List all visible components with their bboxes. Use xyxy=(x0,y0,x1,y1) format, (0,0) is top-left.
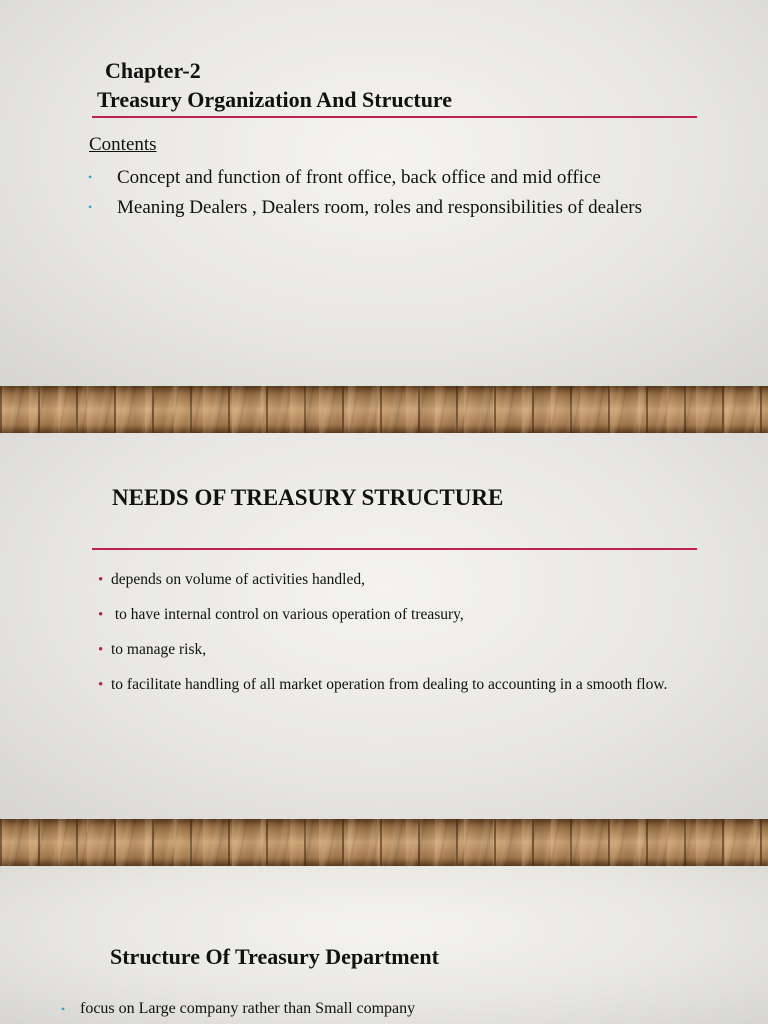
list-item: • Meaning Dealers , Dealers room, roles and responsibilities of dealers xyxy=(88,194,648,222)
list-item: • depends on volume of activities handled, xyxy=(98,566,698,594)
title-underline xyxy=(92,116,697,118)
bullet-icon: • xyxy=(88,200,93,214)
chapter-label: Chapter-2 xyxy=(105,58,201,83)
list-item: • to have internal control on various operation of treasury, xyxy=(98,601,698,629)
slide-2 xyxy=(0,433,768,819)
bullet-icon: • xyxy=(98,642,104,658)
heading-underline xyxy=(92,548,697,550)
slide-2-heading: NEEDS OF TREASURY STRUCTURE xyxy=(112,485,504,510)
slide-1 xyxy=(0,0,768,386)
list-item: • focus on Large company rather than Small company xyxy=(61,997,701,1021)
bullet-icon: • xyxy=(98,607,104,623)
bullet-icon: • xyxy=(61,1002,66,1016)
list-item: • to facilitate handling of all market operation from dealing to accounting in a smooth flow. xyxy=(98,671,698,699)
slide-2-bullets xyxy=(98,566,698,706)
contents-label: Contents xyxy=(89,134,157,155)
list-item: • to manage risk, xyxy=(98,636,698,664)
wood-floor-divider xyxy=(0,386,768,433)
bullet-icon: • xyxy=(88,170,93,184)
wood-floor-divider xyxy=(0,819,768,866)
bullet-icon: • xyxy=(98,677,104,693)
slide-1-bullets xyxy=(88,164,648,224)
list-item: • Concept and function of front office, back office and mid office xyxy=(88,164,648,192)
slide-1-title: Treasury Organization And Structure xyxy=(97,87,453,112)
slide-3 xyxy=(0,866,768,1024)
bullet-icon: • xyxy=(98,572,104,588)
slide-3-bullets xyxy=(61,997,701,1021)
slide-3-heading: Structure Of Treasury Department xyxy=(110,944,439,969)
